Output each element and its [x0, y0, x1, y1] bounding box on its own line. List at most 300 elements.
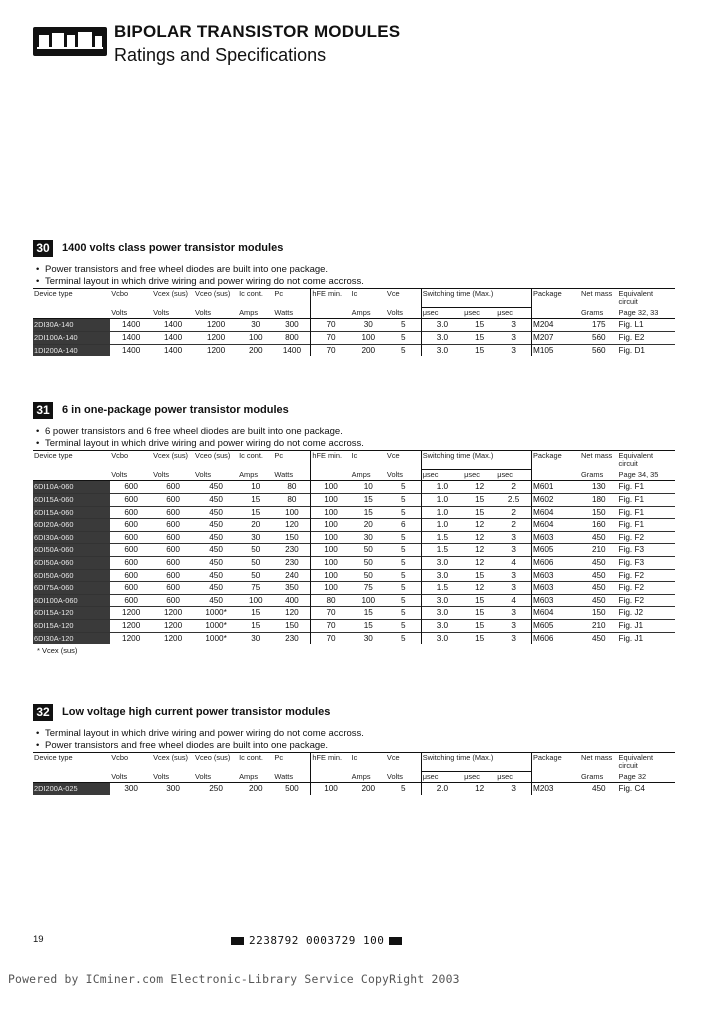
table-cell: 250	[209, 784, 223, 794]
header-unit-blank	[532, 772, 581, 783]
table-cell: 200	[361, 784, 376, 794]
table-cell: 350	[273, 582, 311, 595]
header-unit-volts: Volts	[152, 308, 194, 319]
table-cell: 600	[110, 531, 152, 544]
table-cell: 450	[194, 544, 238, 557]
device-type-cell: 1DI200A-140	[33, 344, 110, 356]
header-page-ref: Page 34, 35	[618, 470, 675, 481]
table-cell: 1200	[194, 331, 238, 344]
barcode	[226, 934, 407, 947]
table-cell: M603	[532, 531, 581, 544]
table-cell: 1400	[110, 344, 152, 356]
table-cell: 150	[580, 506, 618, 519]
table-cell: 230	[273, 632, 311, 644]
table-cell: 3	[511, 784, 516, 794]
header-unit-amps: Amps	[351, 772, 386, 783]
header-unit-volts: Volts	[110, 772, 152, 783]
table-cell: 130	[591, 482, 606, 492]
table-cell: M604	[532, 607, 581, 620]
table-cell: 3.0	[421, 319, 463, 332]
table-cell: 450	[580, 569, 618, 582]
table-row	[33, 783, 675, 795]
table-cell: 15	[351, 607, 386, 620]
device-type-cell: 2DI30A-140	[33, 319, 110, 332]
device-type-cell: 6DI20A-060	[33, 519, 110, 532]
section-title: 6 in one-package power transistor modules	[62, 404, 289, 416]
table-cell: 600	[110, 506, 152, 519]
header-hfe-ic: Ic	[351, 753, 386, 772]
device-type-cell: 6DI30A-120	[33, 632, 110, 644]
table-row	[33, 594, 675, 607]
header-vce: Vce	[386, 451, 421, 470]
header-unit-usec: μsec	[496, 470, 531, 481]
header-unit-usec: μsec	[421, 772, 463, 783]
table-cell: 15	[351, 619, 386, 632]
table-cell: 2.0	[421, 783, 463, 795]
table-cell: Fig. F1	[618, 482, 645, 492]
table-cell: 100	[311, 582, 351, 595]
header-pc: Pc	[273, 451, 311, 470]
table-cell: Fig. F1	[618, 519, 675, 532]
header-net-mass: Net mass	[580, 753, 618, 772]
header-vceo: Vceo (sus)	[194, 451, 238, 470]
table-cell: 15	[463, 594, 496, 607]
header-vcex: Vcex (sus)	[152, 451, 194, 470]
table-cell: 1400	[273, 344, 311, 356]
table-cell: 600	[110, 594, 152, 607]
header-switching-time: Switching time (Max.)	[421, 753, 531, 772]
table-cell: 6	[386, 519, 421, 532]
header-unit-watts: Watts	[273, 470, 311, 481]
header-unit-usec: μsec	[421, 470, 463, 481]
table-cell: 560	[580, 331, 618, 344]
table-cell: Fig. F1	[618, 506, 675, 519]
table-cell: 1000*	[194, 619, 238, 632]
header-net-mass: Net mass	[580, 451, 618, 470]
table-cell: Fig. F2	[618, 531, 675, 544]
header-unit-usec: μsec	[496, 308, 531, 319]
table-cell: 50	[238, 569, 273, 582]
table-cell: 1000*	[194, 607, 238, 620]
table-cell: 1.0	[421, 506, 463, 519]
table-cell: Fig. F2	[618, 594, 675, 607]
table-cell: 80	[311, 594, 351, 607]
header-equivalent-circuit: Equivalent circuit	[618, 753, 675, 772]
table-cell: M604	[532, 506, 581, 519]
table-cell: 230	[273, 544, 311, 557]
table-cell: 15	[463, 619, 496, 632]
table-cell: 15	[238, 493, 273, 506]
table-cell: 5	[386, 594, 421, 607]
bullet: • Terminal layout in which drive wiring and power wiring do not come accross.	[36, 275, 364, 287]
table-cell: 450	[591, 784, 606, 794]
table-cell: 180	[580, 493, 618, 506]
table-cell: 5	[386, 569, 421, 582]
table-cell: 450	[194, 594, 238, 607]
header-hfe: hFE min.	[311, 753, 351, 772]
table-cell: M603	[532, 582, 581, 595]
header-hfe-ic: Ic	[351, 451, 386, 470]
table-cell: 560	[580, 344, 618, 356]
table-cell: 5	[386, 556, 421, 569]
table-cell: 12	[475, 784, 485, 794]
bullet: • Power transistors and free wheel diodes are built into one package.	[36, 264, 329, 275]
table-row	[33, 531, 675, 544]
table-cell: 1200	[152, 619, 194, 632]
table-cell: 50	[351, 544, 386, 557]
header-device-type: Device type	[33, 451, 110, 470]
table-cell: 600	[152, 556, 194, 569]
table-cell: Fig. J2	[618, 607, 675, 620]
device-type-cell: 6DI75A-060	[33, 582, 110, 595]
table-cell: 12	[463, 582, 496, 595]
table-cell: 1400	[152, 344, 194, 356]
section-32	[33, 703, 675, 795]
page-subtitle: Ratings and Specifications	[114, 45, 327, 65]
table-cell: 450	[580, 531, 618, 544]
table-cell: 600	[110, 569, 152, 582]
table-cell: M604	[532, 519, 581, 532]
table-cell: 600	[152, 544, 194, 557]
header-vce: Vce	[386, 289, 421, 308]
table-cell: 3	[496, 582, 531, 595]
table-cell: 1200	[110, 607, 152, 620]
table-cell: 450	[194, 493, 238, 506]
table-cell: 80	[287, 482, 297, 492]
table-cell: 3	[496, 619, 531, 632]
table-cell: 600	[124, 482, 138, 492]
table-cell: 4	[496, 556, 531, 569]
table-row	[33, 506, 675, 519]
header-vcbo: Vcbo	[110, 451, 152, 470]
table-cell: 5	[386, 331, 421, 344]
header-vcex: Vcex (sus)	[152, 289, 194, 308]
table-cell: 15	[463, 632, 496, 644]
table-cell: Fig. L1	[618, 320, 644, 330]
table-cell: 70	[311, 632, 351, 644]
section-number: 32	[33, 704, 53, 721]
header-unit-blank	[532, 470, 581, 481]
manufacturer-logo	[33, 27, 107, 56]
header-vce: Vce	[386, 753, 421, 772]
table-cell: 1200	[110, 619, 152, 632]
header-ic: Ic cont.	[238, 289, 273, 308]
table-cell: 1400	[122, 320, 141, 330]
table-cell: 30	[238, 632, 273, 644]
table-cell: 210	[580, 544, 618, 557]
device-type-cell: 2DI100A-140	[33, 331, 110, 344]
device-type-cell: 6DI10A-060	[33, 481, 110, 494]
page-title: BIPOLAR TRANSISTOR MODULES	[114, 22, 401, 41]
header-unit-amps: Amps	[238, 308, 273, 319]
table-cell: 15	[463, 506, 496, 519]
table-row	[33, 519, 675, 532]
table-row	[33, 619, 675, 632]
table-cell: 1200	[110, 632, 152, 644]
table-cell: 1400	[152, 331, 194, 344]
header-unit-grams: Grams	[580, 308, 618, 319]
header-unit-volts: Volts	[386, 308, 421, 319]
header-package: Package	[532, 451, 581, 470]
header-unit-volts: Volts	[386, 772, 421, 783]
table-cell: 5	[386, 506, 421, 519]
table-cell: M602	[532, 493, 581, 506]
header-unit-amps: Amps	[351, 470, 386, 481]
section-number: 31	[33, 402, 53, 419]
table-cell: 2	[511, 482, 516, 492]
header-pc: Pc	[273, 289, 311, 308]
table-cell: 75	[238, 582, 273, 595]
header-page-ref: Page 32	[618, 772, 675, 783]
table-cell: 1200	[194, 344, 238, 356]
table-cell: 100	[273, 506, 311, 519]
table-cell: 3.0	[421, 619, 463, 632]
table-cell: 100	[311, 493, 351, 506]
spec-table-32	[33, 752, 675, 795]
table-cell: 2.5	[496, 493, 531, 506]
table-cell: 230	[273, 556, 311, 569]
table-cell: 3.0	[421, 594, 463, 607]
header-unit-usec: μsec	[463, 470, 496, 481]
table-cell: Fig. J1	[618, 632, 675, 644]
device-type-cell: 6DI50A-060	[33, 556, 110, 569]
table-cell: 450	[209, 482, 223, 492]
header-pc: Pc	[273, 753, 311, 772]
table-cell: 15	[463, 493, 496, 506]
table-cell: 5	[386, 619, 421, 632]
section-31	[33, 401, 675, 655]
table-cell: 20	[238, 519, 273, 532]
table-cell: 3.0	[421, 607, 463, 620]
header-unit-volts: Volts	[152, 772, 194, 783]
table-cell: 10	[251, 482, 261, 492]
table-cell: 30	[351, 531, 386, 544]
table-cell: 2	[496, 506, 531, 519]
header-package: Package	[532, 289, 581, 308]
header-page-ref: Page 32, 33	[618, 308, 675, 319]
bullet: • 6 power transistors and 6 free wheel diodes are built into one package.	[36, 426, 343, 437]
table-cell: 150	[580, 607, 618, 620]
table-cell: 4	[496, 594, 531, 607]
table-cell: 80	[273, 493, 311, 506]
header-unit-volts: Volts	[110, 308, 152, 319]
table-cell: 100	[311, 531, 351, 544]
table-cell: 12	[463, 556, 496, 569]
header-unit-volts: Volts	[152, 470, 194, 481]
table-cell: M601	[532, 481, 581, 494]
table-cell: 100	[311, 506, 351, 519]
table-cell: 3.0	[421, 632, 463, 644]
table-row	[33, 344, 675, 356]
table-cell: Fig. J1	[618, 619, 675, 632]
table-cell: 3.0	[421, 569, 463, 582]
table-cell: M105	[532, 344, 581, 356]
table-cell: M204	[532, 319, 581, 332]
header-unit-watts: Watts	[273, 772, 311, 783]
table-cell: 50	[351, 569, 386, 582]
header-unit-amps: Amps	[238, 772, 273, 783]
table-cell: 1.0	[421, 481, 463, 494]
table-cell: 15	[463, 607, 496, 620]
table-cell: 70	[311, 619, 351, 632]
table-cell: Fig. C4	[618, 784, 645, 794]
table-cell: 300	[285, 320, 299, 330]
header-switching-time: Switching time (Max.)	[421, 289, 531, 308]
table-row	[33, 607, 675, 620]
table-cell: 450	[194, 582, 238, 595]
header-unit-volts: Volts	[194, 308, 238, 319]
header-ic: Ic cont.	[238, 451, 273, 470]
table-cell: 1.5	[421, 582, 463, 595]
header-equivalent-circuit: Equivalent circuit	[618, 289, 675, 308]
table-cell: 100	[311, 544, 351, 557]
header-unit-volts: Volts	[194, 470, 238, 481]
table-cell: 1.0	[421, 519, 463, 532]
table-cell: 12	[463, 519, 496, 532]
device-type-cell: 6DI15A-060	[33, 493, 110, 506]
table-cell: Fig. D1	[618, 344, 675, 356]
section-number: 30	[33, 240, 53, 257]
table-cell: 50	[238, 544, 273, 557]
table-cell: M605	[532, 619, 581, 632]
table-cell: 1000*	[194, 632, 238, 644]
header-unit-usec: μsec	[421, 308, 463, 319]
table-cell: 600	[166, 482, 180, 492]
table-row	[33, 544, 675, 557]
table-cell: 160	[580, 519, 618, 532]
table-cell: 12	[463, 531, 496, 544]
spec-table-30	[33, 288, 675, 356]
table-cell: 100	[311, 783, 351, 795]
header-hfe-ic: Ic	[351, 289, 386, 308]
table-cell: 12	[475, 482, 485, 492]
bullet: • Terminal layout in which drive wiring and power wiring do not come accross.	[36, 728, 364, 739]
table-cell: 15	[463, 569, 496, 582]
table-cell: 3	[496, 607, 531, 620]
header-unit-blank	[311, 308, 351, 319]
device-type-cell: 6DI15A-120	[33, 619, 110, 632]
table-cell: 600	[152, 493, 194, 506]
table-cell: 120	[273, 607, 311, 620]
header-unit-blank	[33, 772, 110, 783]
table-cell: M603	[532, 594, 581, 607]
table-cell: 15	[351, 493, 386, 506]
table-cell: 3	[496, 569, 531, 582]
table-cell: M606	[532, 632, 581, 644]
table-cell: 600	[152, 582, 194, 595]
table-row	[33, 582, 675, 595]
table-cell: 2	[496, 519, 531, 532]
table-cell: 100	[351, 331, 386, 344]
table-cell: 5	[386, 531, 421, 544]
table-cell: M606	[532, 556, 581, 569]
header-equivalent-circuit: Equivalent circuit	[618, 451, 675, 470]
table-cell: 12	[463, 544, 496, 557]
header-unit-volts: Volts	[386, 470, 421, 481]
table-cell: 5	[386, 493, 421, 506]
table-cell: 3.0	[421, 331, 463, 344]
table-cell: 5	[386, 344, 421, 356]
table-cell: 600	[110, 582, 152, 595]
table-row	[33, 319, 675, 332]
table-cell: 175	[591, 320, 606, 330]
table-cell: 50	[238, 556, 273, 569]
table-cell: 240	[273, 569, 311, 582]
header-net-mass: Net mass	[580, 289, 618, 308]
page-number: 19	[33, 934, 44, 945]
table-cell: 3	[496, 531, 531, 544]
table-cell: 600	[152, 519, 194, 532]
barcode-block-icon	[231, 937, 244, 945]
spec-table-31	[33, 450, 675, 644]
device-type-cell: 6DI100A-060	[33, 594, 110, 607]
table-cell: M605	[532, 544, 581, 557]
table-cell: 450	[580, 556, 618, 569]
device-type-cell: 6DI30A-060	[33, 531, 110, 544]
header-unit-grams: Grams	[580, 772, 618, 783]
table-cell: 3	[511, 320, 516, 330]
table-cell: 15	[238, 506, 273, 519]
header-vceo: Vceo (sus)	[194, 753, 238, 772]
table-cell: 3	[496, 331, 531, 344]
table-cell: 5	[386, 582, 421, 595]
table-cell: 100	[238, 331, 273, 344]
header-unit-amps: Amps	[238, 470, 273, 481]
table-cell: 600	[152, 569, 194, 582]
table-row	[33, 569, 675, 582]
table-cell: 3.0	[421, 344, 463, 356]
header-unit-blank	[311, 772, 351, 783]
bullet: • Power transistors and free wheel diodes are built into one package.	[36, 739, 329, 751]
table-cell: 70	[311, 331, 351, 344]
table-cell: Fig. F1	[618, 493, 675, 506]
table-cell: 100	[311, 569, 351, 582]
table-cell: 30	[251, 320, 261, 330]
table-cell: 3	[496, 632, 531, 644]
table-cell: 5	[386, 632, 421, 644]
table-cell: M207	[532, 331, 581, 344]
barcode-block-icon	[389, 937, 402, 945]
table-cell: 150	[273, 619, 311, 632]
table-cell: 450	[194, 556, 238, 569]
header-unit-volts: Volts	[194, 772, 238, 783]
table-cell: 1.5	[421, 531, 463, 544]
table-cell: 100	[311, 481, 351, 494]
table-cell: 400	[273, 594, 311, 607]
table-cell: 800	[273, 331, 311, 344]
table-cell: 200	[351, 344, 386, 356]
header-unit-blank	[33, 308, 110, 319]
table-cell: 450	[580, 582, 618, 595]
header-unit-usec: μsec	[463, 308, 496, 319]
footnote: * Vcex (sus)	[37, 646, 78, 656]
table-cell: 20	[351, 519, 386, 532]
table-cell: 450	[194, 506, 238, 519]
table-cell: 15	[351, 506, 386, 519]
table-cell: 200	[238, 344, 273, 356]
table-cell: 1400	[110, 331, 152, 344]
table-cell: 15	[238, 619, 273, 632]
table-cell: 3	[496, 544, 531, 557]
device-type-cell: 2DI200A-025	[33, 783, 110, 795]
table-cell: 100	[311, 556, 351, 569]
table-cell: 15	[463, 331, 496, 344]
header-vcbo: Vcbo	[110, 289, 152, 308]
device-type-cell: 6DI15A-120	[33, 607, 110, 620]
header-package: Package	[532, 753, 581, 772]
table-cell: 450	[194, 531, 238, 544]
table-cell: 5	[401, 482, 406, 492]
